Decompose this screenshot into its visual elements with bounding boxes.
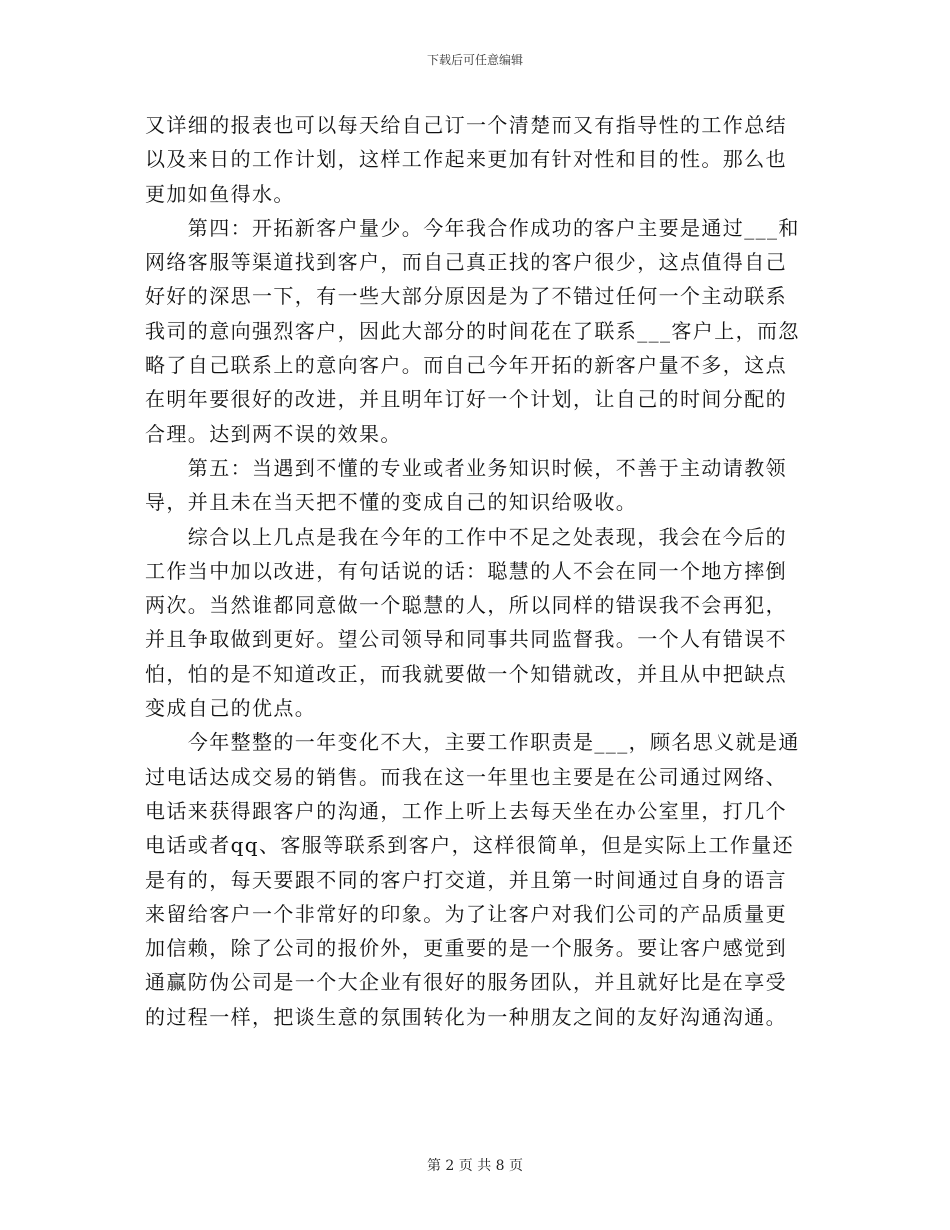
text-line: 更加如鱼得水。	[145, 181, 295, 206]
text-line: 电话来获得跟客户的沟通，工作上听上去每天坐在办公室里，打几个	[145, 798, 787, 823]
text-line: 好好的深思一下，有一些大部分原因是为了不错过任何一个主动联系	[145, 284, 787, 309]
text-line: 第五：当遇到不懂的专业或者业务知识时候，不善于主动请教领	[145, 455, 787, 480]
text-line: 怕，怕的是不知道改正，而我就要做一个知错就改，并且从中把缺点	[145, 661, 787, 686]
text-line: 今年整整的一年变化不大，主要工作职责是___，顾名思义就是通	[145, 730, 800, 755]
text-line: 略了自己联系上的意向客户。而自己今年开拓的新客户量不多，这点	[145, 353, 787, 378]
text-line: 导，并且未在当天把不懂的变成自己的知识给吸收。	[145, 490, 638, 515]
text-line: 两次。当然谁都同意做一个聪慧的人，所以同样的错误我不会再犯，	[145, 593, 787, 618]
text-line: 网络客服等渠道找到客户，而自己真正找的客户很少，这点值得自己	[145, 250, 787, 275]
text-line: 在明年要很好的改进，并且明年订好一个计划，让自己的时间分配的	[145, 387, 787, 412]
text-line: 第四：开拓新客户量少。今年我合作成功的客户主要是通过___和	[145, 215, 800, 240]
page-number: 第 2 页 共 8 页	[426, 1158, 524, 1174]
text-line: 是有的，每天要跟不同的客户打交道，并且第一时间通过自身的语言	[145, 867, 787, 892]
text-line: 工作当中加以改进，有句话说的话：聪慧的人不会在同一个地方摔倒	[145, 558, 787, 583]
text-line: 又详细的报表也可以每天给自己订一个清楚而又有指导性的工作总结	[145, 113, 787, 137]
page-header-note: 下载后可任意编辑	[426, 53, 523, 67]
text-line: 我司的意向强烈客户，因此大部分的时间花在了联系___客户上，而忽	[145, 318, 800, 343]
text-line: 通赢防伪公司是一个大企业有很好的服务团队，并且就好比是在享受	[145, 970, 787, 995]
document-body	[145, 108, 805, 1034]
text-line: 来留给客户一个非常好的印象。为了让客户对我们公司的产品质量更	[145, 901, 787, 926]
text-line: 过电话达成交易的销售。而我在这一年里也主要是在公司通过网络、	[145, 764, 787, 789]
text-line: 加信赖，除了公司的报价外，更重要的是一个服务。要让客户感觉到	[145, 936, 787, 961]
text-line: 合理。达到两不误的效果。	[145, 421, 402, 446]
text-line: 电话或者qq、客服等联系到客户，这样很简单，但是实际上工作量还	[145, 833, 795, 858]
text-line: 以及来日的工作计划，这样工作起来更加有针对性和目的性。那么也	[145, 147, 787, 172]
text-line: 并且争取做到更好。望公司领导和同事共同监督我。一个人有错误不	[145, 627, 787, 652]
text-line: 的过程一样，把谈生意的氛围转化为一种朋友之间的友好沟通沟通。	[145, 1004, 787, 1029]
text-line: 变成自己的优点。	[145, 696, 317, 721]
text-line: 综合以上几点是我在今年的工作中不足之处表现，我会在今后的	[145, 524, 787, 549]
